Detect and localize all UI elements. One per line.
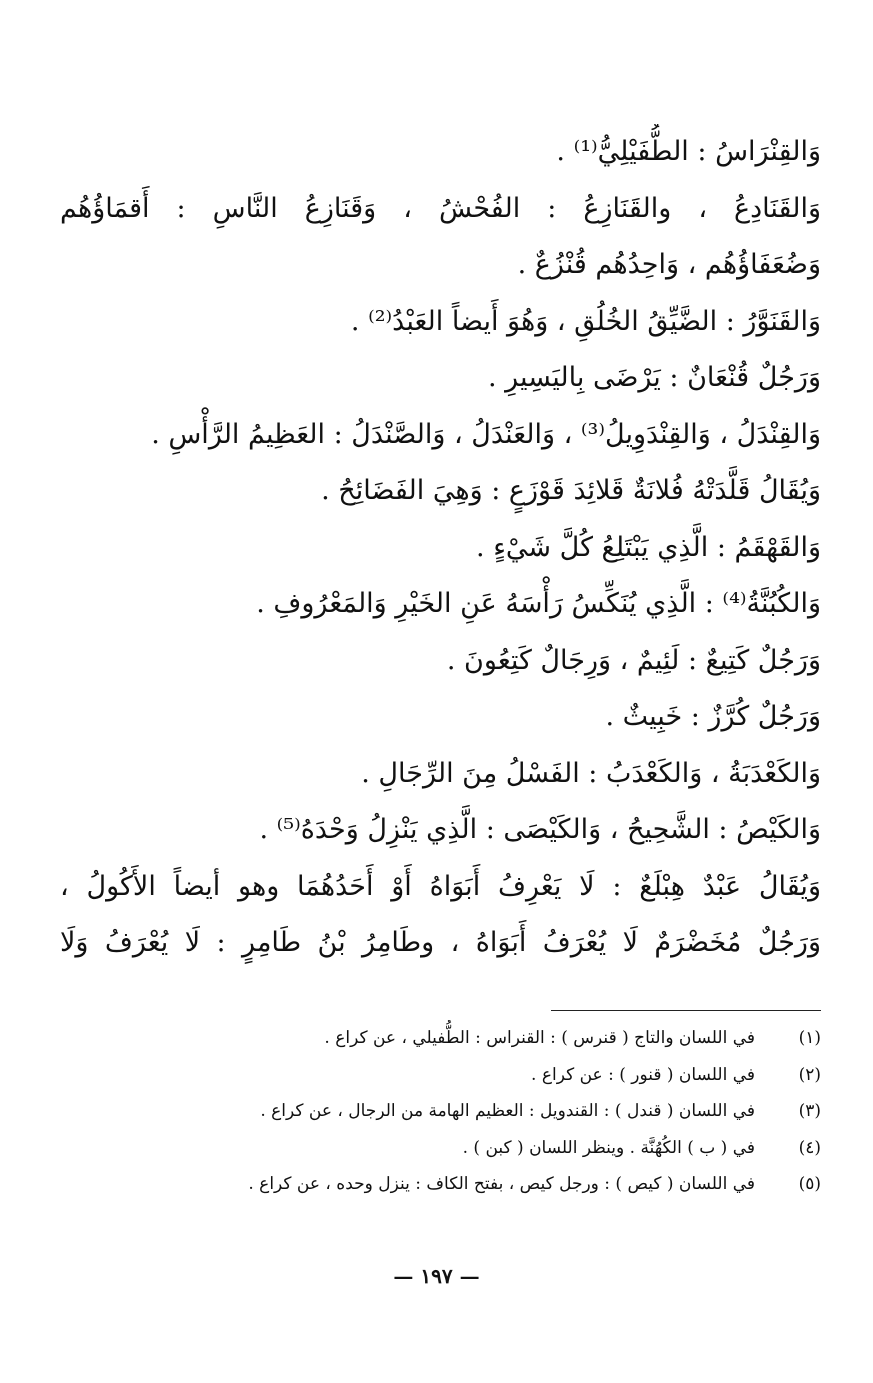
footnote-number: (١) <box>798 1028 821 1048</box>
text-line: وَيُقَالُ عَبْدٌ هِبْلَعٌ : لَا يَعْرِفُ أَبَوَاهُ أَوْ أَحَدُهُمَا وهو أيضاً الأَكُولُ ، <box>60 870 821 902</box>
footnote-number: (٤) <box>798 1137 821 1158</box>
footnote-number: (٢) <box>798 1064 821 1085</box>
footnote-divider <box>551 1010 821 1011</box>
text-line: وَالكُبُنَّةُ⁽⁴⁾ : الَّذِي يُنَكِّسُ رَأْسَهُ عَنِ الخَيْرِ وَالمَعْرُوفِ . <box>256 588 821 619</box>
text-line: وَضُعَفَاؤُهُم ، وَاحِدُهُم قُنْزُعٌ . <box>517 249 821 280</box>
footnote-text: في اللسان ( كيص ) : ورجل كيص ، بفتح الكاف : ينزل وحده ، عن كراع . <box>248 1174 755 1194</box>
text-line: وَالكَعْدَبَةُ ، وَالكَعْدَبُ : الفَسْلُ مِنَ الرِّجَالِ . <box>361 757 821 789</box>
main-text <box>60 124 821 972</box>
footnote-item <box>60 1093 821 1130</box>
text-line: وَالقَنَوَّرُ : الضَّيِّقُ الخُلُقِ ، وَهُوَ أَيضاً العَبْدُ⁽²⁾ . <box>350 305 821 337</box>
text-line: وَرَجُلٌ كُرَّزٌ : خَبِيثٌ . <box>605 701 821 732</box>
text-line: وَالقَنَادِعُ ، والقَنَازِعُ : الفُحْشُ ، وَقَنَازِعُ النَّاسِ : أَقمَاؤُهُم <box>60 192 821 224</box>
text-line: وَالقِنْدَلُ ، وَالقِنْدَوِيلُ⁽³⁾ ، وَالعَنْدَلُ ، وَالصَّنْدَلُ : العَظِيمُ الرَّأْسِ . <box>151 418 821 450</box>
text-line: وَالكَيْصُ : الشَّحِيحُ ، وَالكَيْصَى : الَّذِي يَنْزِلُ وَحْدَهُ⁽⁵⁾ . <box>259 814 821 845</box>
footnote-text: في اللسان ( قندل ) : القندويل : العظيم الهامة من الرجال ، عن كراع . <box>260 1101 755 1121</box>
footnote-number: (٥) <box>798 1174 821 1194</box>
footnote-text: في اللسان والتاج ( قنرس ) : القنراس : الطُّفيلي ، عن كراع . <box>324 1028 755 1048</box>
footnotes <box>60 1020 821 1203</box>
text-line: وَرَجُلٌ كَتِيعٌ : لَئِيمٌ ، وَرِجَالٌ كَتِعُونَ . <box>446 644 821 676</box>
text-line: وَالقِنْرَاسُ : الطُّفَيْلِيُّ⁽¹⁾ . <box>556 136 821 167</box>
footnote-item <box>60 1130 821 1167</box>
text-line: وَالقَهْقَمُ : الَّذِي يَبْتَلِعُ كُلَّ شَيْءٍ . <box>476 531 821 563</box>
footnote-item <box>60 1057 821 1094</box>
text-line: وَرَجُلٌ قُنْعَانٌ : يَرْضَى بِاليَسِيرِ . <box>487 362 821 393</box>
page-number: — ١٩٧ — <box>393 1264 480 1288</box>
footnote-item <box>60 1020 821 1057</box>
text-line: وَرَجُلٌ مُخَضْرَمٌ لَا يُعْرَفُ أَبَوَاهُ ، وطَامِرُ بْنُ طَامِرٍ : لَا يُعْرَفُ وَلَا <box>60 927 821 958</box>
footnote-text: في ( ب ) الكُهُنَّة . وينظر اللسان ( كبن ) . <box>462 1137 755 1158</box>
text-line: وَيُقَالُ قَلَّدَتْهُ فُلانَةٌ قَلائِدَ قَوْزَعٍ : وَهِيَ الفَضَائِحُ . <box>321 475 821 506</box>
footnote-item <box>60 1166 821 1203</box>
footnote-number: (٣) <box>798 1101 821 1121</box>
footnote-text: في اللسان ( قنور ) : عن كراع . <box>531 1064 755 1085</box>
